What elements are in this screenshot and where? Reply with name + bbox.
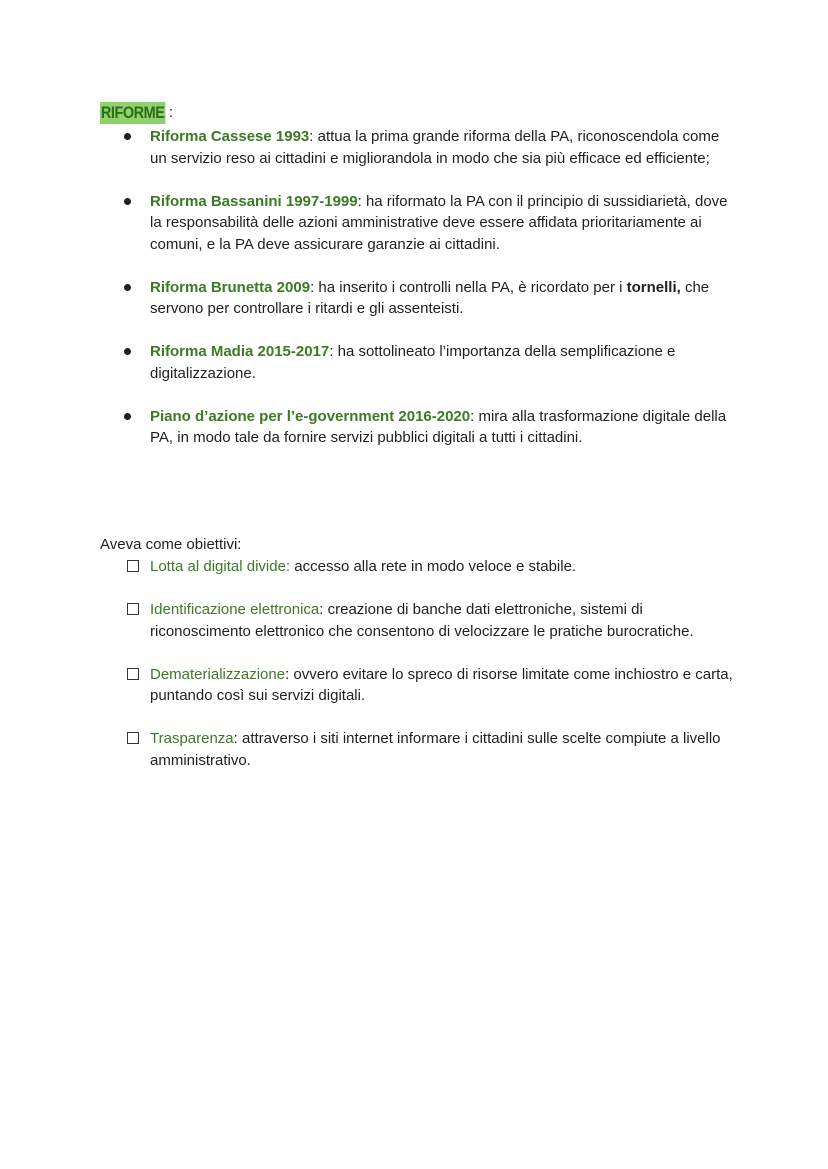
list-item <box>150 341 730 384</box>
objective-name: Trasparenza <box>150 730 234 747</box>
reform-name: Riforma Bassanini 1997-1999 <box>150 192 358 210</box>
checkbox[interactable] <box>127 732 139 744</box>
bullet-icon <box>124 413 131 420</box>
objectives-intro: Aveva come obiettivi: <box>100 536 242 553</box>
checklist-item <box>150 556 735 578</box>
bullet-icon <box>124 284 131 291</box>
reforms-list <box>0 126 828 470</box>
list-item <box>150 406 730 449</box>
reform-description: : ha inserito i controlli nella PA, è ricordato per i <box>310 278 627 296</box>
reform-bold-term: tornelli, <box>626 278 681 296</box>
objective-description: accesso alla rete in modo veloce e stabile. <box>290 558 577 575</box>
reform-name: Riforma Brunetta 2009 <box>150 278 311 296</box>
highlighted-heading: RIFORME <box>100 103 165 122</box>
list-item <box>150 126 730 169</box>
list-item <box>150 191 730 256</box>
section-heading <box>100 100 173 124</box>
reform-description: : ha riformato la PA con il principio di sussidiarietà, dove la responsabilità delle azioni amministrative deve essere affidata prioritariamente ai comuni, e la PA deve assicurare garanzie ai cittadini. <box>150 192 728 253</box>
reform-description: : mira alla trasformazione digitale della PA, in modo tale da fornire servizi pubblici digitali a tutti i cittadini. <box>150 407 727 446</box>
objective-description: : ovvero evitare lo spreco di risorse limitate come inchiostro e carta, puntando così sui servizi digitali. <box>150 665 733 704</box>
checkbox[interactable] <box>127 603 139 615</box>
objective-name: Identificazione elettronica <box>150 601 320 618</box>
reform-name: Piano d’azione per l’e-government 2016-2020 <box>150 407 471 425</box>
checklist-item <box>150 664 735 707</box>
bullet-icon <box>124 198 131 205</box>
checkbox[interactable] <box>127 560 139 572</box>
list-item <box>150 277 730 320</box>
bullet-icon <box>124 348 131 355</box>
objective-description: : creazione di banche dati elettroniche, sistemi di riconoscimento elettronico che consentono di velocizzare le pratiche burocratiche. <box>150 601 694 640</box>
reform-name: Riforma Madia 2015-2017 <box>150 343 330 360</box>
objective-description: : attraverso i siti internet informare i cittadini sulle scelte compiute a livello amministrativo. <box>150 730 721 769</box>
objective-name: Dematerializzazione <box>150 665 286 683</box>
objective-name: Lotta al digital divide: <box>150 558 291 575</box>
reform-description: : ha sottolineato l’importanza della semplificazione e digitalizzazione. <box>150 343 676 382</box>
objectives-checklist <box>0 556 828 793</box>
checklist-item <box>150 728 735 771</box>
reform-description-end: che servono per controllare i ritardi e gli assenteisti. <box>150 278 710 317</box>
reform-name: Riforma Cassese 1993 <box>150 128 310 145</box>
reform-description: : attua la prima grande riforma della PA, riconoscendola come un servizio reso ai cittadini e migliorandola in modo che sia più efficace ed efficiente; <box>150 128 720 167</box>
checklist-item <box>150 599 735 642</box>
checkbox[interactable] <box>127 668 139 680</box>
heading-colon: : <box>168 104 174 121</box>
bullet-icon <box>124 133 131 140</box>
